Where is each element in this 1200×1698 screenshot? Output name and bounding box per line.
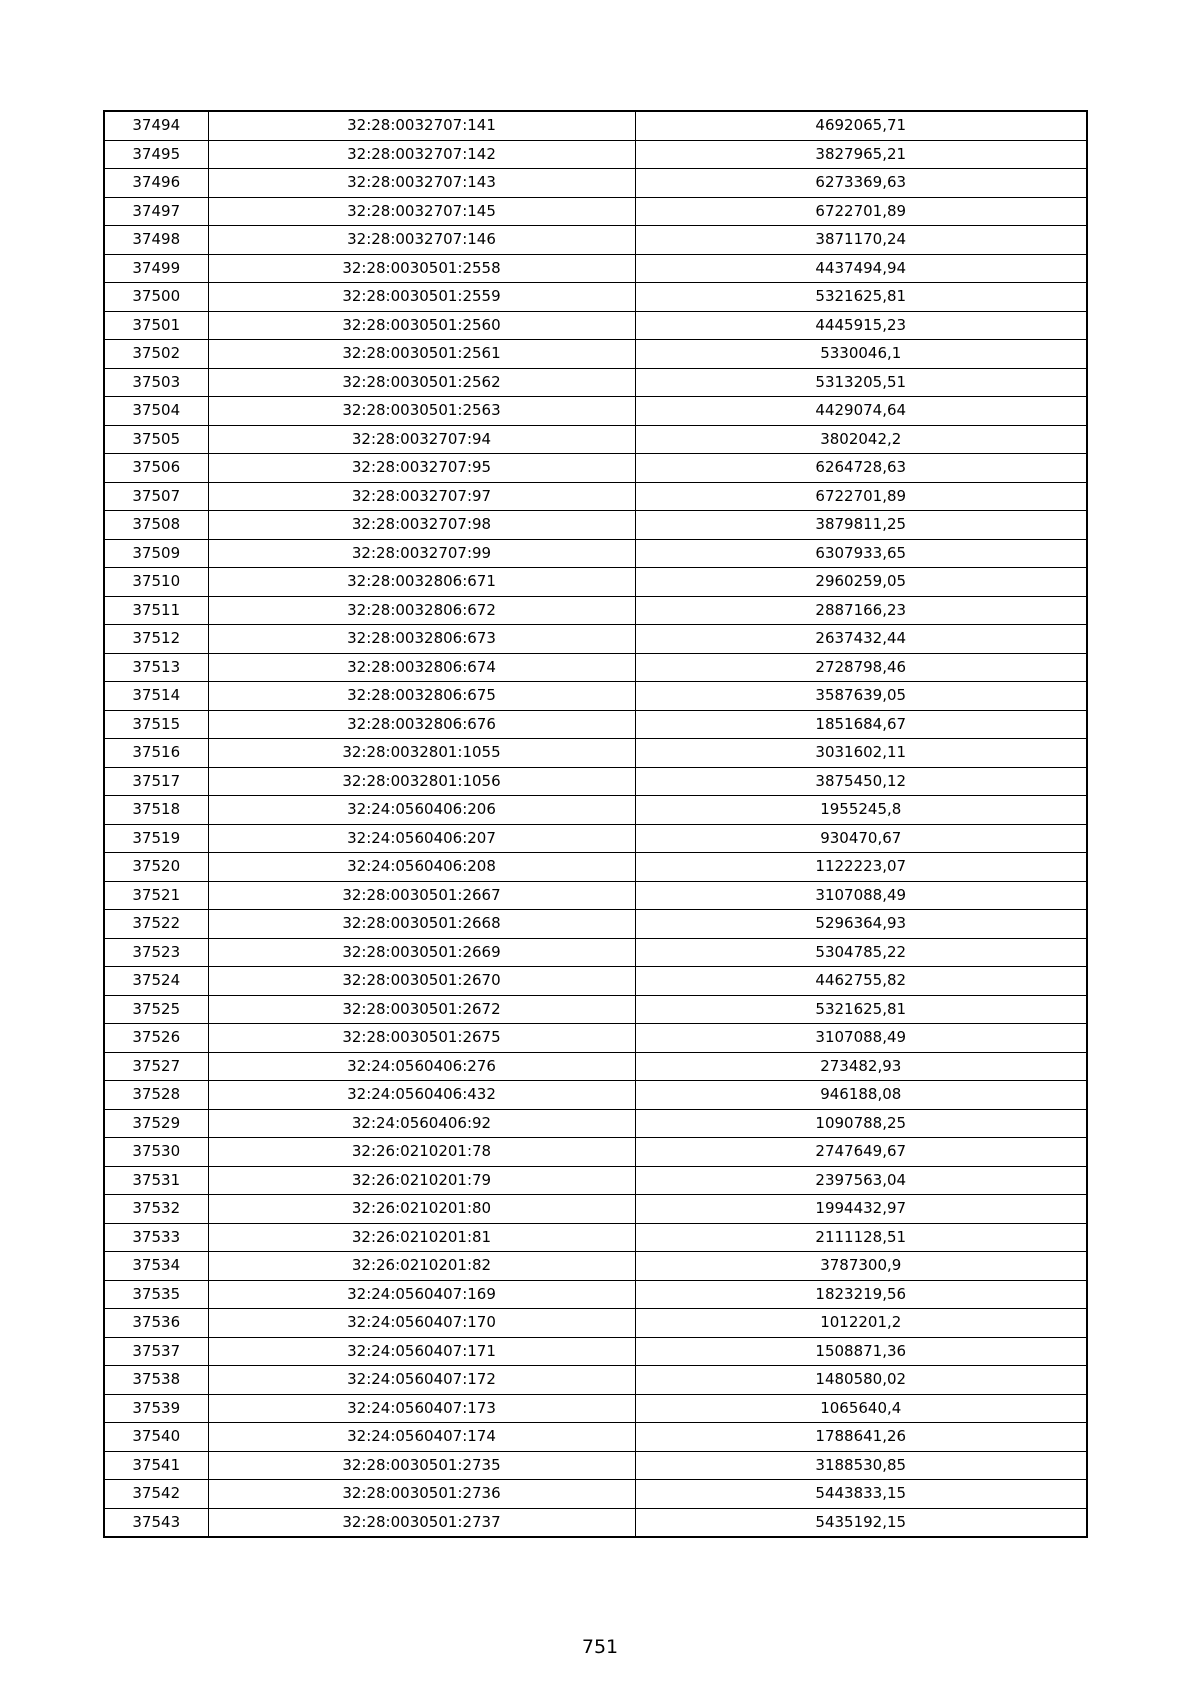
table-row [104,397,1087,426]
row-number-cell: 37531 [104,1166,208,1195]
cadastral-number-cell: 32:28:0032806:673 [208,625,635,654]
value-cell: 2887166,23 [635,596,1087,625]
cadastral-number-cell: 32:28:0032806:671 [208,568,635,597]
table-row [104,1280,1087,1309]
table-row [104,1480,1087,1509]
value-cell: 3879811,25 [635,511,1087,540]
cadastral-number-cell: 32:26:0210201:80 [208,1195,635,1224]
value-cell: 6273369,63 [635,169,1087,198]
value-cell: 6307933,65 [635,539,1087,568]
table-row [104,938,1087,967]
row-number-cell: 37518 [104,796,208,825]
row-number-cell: 37511 [104,596,208,625]
cadastral-number-cell: 32:28:0032806:672 [208,596,635,625]
value-cell: 2637432,44 [635,625,1087,654]
row-number-cell: 37519 [104,824,208,853]
cadastral-number-cell: 32:28:0032707:99 [208,539,635,568]
value-cell: 930470,67 [635,824,1087,853]
table-row [104,1081,1087,1110]
table-row [104,539,1087,568]
value-cell: 5330046,1 [635,340,1087,369]
row-number-cell: 37538 [104,1366,208,1395]
cadastral-number-cell: 32:24:0560406:206 [208,796,635,825]
value-cell: 273482,93 [635,1052,1087,1081]
cadastral-number-cell: 32:28:0032801:1055 [208,739,635,768]
table-row [104,283,1087,312]
row-number-cell: 37526 [104,1024,208,1053]
cadastral-number-cell: 32:26:0210201:82 [208,1252,635,1281]
row-number-cell: 37522 [104,910,208,939]
value-cell: 5313205,51 [635,368,1087,397]
cadastral-number-cell: 32:28:0030501:2561 [208,340,635,369]
row-number-cell: 37506 [104,454,208,483]
table-row [104,710,1087,739]
table-row [104,368,1087,397]
value-cell: 1508871,36 [635,1337,1087,1366]
row-number-cell: 37540 [104,1423,208,1452]
row-number-cell: 37498 [104,226,208,255]
row-number-cell: 37534 [104,1252,208,1281]
row-number-cell: 37521 [104,881,208,910]
cadastral-number-cell: 32:28:0032707:145 [208,197,635,226]
cadastral-number-cell: 32:24:0560406:432 [208,1081,635,1110]
cadastral-number-cell: 32:28:0030501:2735 [208,1451,635,1480]
cadastral-number-cell: 32:24:0560406:208 [208,853,635,882]
cadastral-number-cell: 32:28:0030501:2563 [208,397,635,426]
value-cell: 1823219,56 [635,1280,1087,1309]
value-cell: 3188530,85 [635,1451,1087,1480]
value-cell: 5321625,81 [635,995,1087,1024]
cadastral-number-cell: 32:28:0030501:2736 [208,1480,635,1509]
value-cell: 1090788,25 [635,1109,1087,1138]
table-row [104,482,1087,511]
cadastral-number-cell: 32:28:0030501:2737 [208,1508,635,1537]
cadastral-number-cell: 32:28:0030501:2560 [208,311,635,340]
row-number-cell: 37536 [104,1309,208,1338]
row-number-cell: 37533 [104,1223,208,1252]
table-row [104,568,1087,597]
row-number-cell: 37529 [104,1109,208,1138]
cadastral-number-cell: 32:24:0560407:170 [208,1309,635,1338]
value-cell: 6722701,89 [635,482,1087,511]
page-number: 751 [581,1636,619,1658]
value-cell: 946188,08 [635,1081,1087,1110]
row-number-cell: 37524 [104,967,208,996]
value-cell: 1788641,26 [635,1423,1087,1452]
value-cell: 2728798,46 [635,653,1087,682]
cadastral-number-cell: 32:28:0032801:1056 [208,767,635,796]
row-number-cell: 37542 [104,1480,208,1509]
value-cell: 6722701,89 [635,197,1087,226]
table-row [104,767,1087,796]
table-row [104,1195,1087,1224]
row-number-cell: 37510 [104,568,208,597]
row-number-cell: 37495 [104,140,208,169]
row-number-cell: 37520 [104,853,208,882]
table-row [104,1309,1087,1338]
row-number-cell: 37494 [104,111,208,140]
value-cell: 6264728,63 [635,454,1087,483]
cadastral-number-cell: 32:28:0030501:2668 [208,910,635,939]
cadastral-number-cell: 32:28:0030501:2675 [208,1024,635,1053]
table-row [104,796,1087,825]
value-cell: 4445915,23 [635,311,1087,340]
table-row [104,1394,1087,1423]
value-cell: 3827965,21 [635,140,1087,169]
value-cell: 4437494,94 [635,254,1087,283]
cadastral-number-cell: 32:28:0032806:675 [208,682,635,711]
cadastral-number-cell: 32:24:0560407:171 [208,1337,635,1366]
row-number-cell: 37517 [104,767,208,796]
value-cell: 3787300,9 [635,1252,1087,1281]
value-cell: 3107088,49 [635,881,1087,910]
table-row [104,1451,1087,1480]
table-row [104,511,1087,540]
cadastral-number-cell: 32:28:0030501:2670 [208,967,635,996]
row-number-cell: 37525 [104,995,208,1024]
cadastral-number-cell: 32:28:0032707:142 [208,140,635,169]
value-cell: 5321625,81 [635,283,1087,312]
row-number-cell: 37515 [104,710,208,739]
cadastral-number-cell: 32:26:0210201:79 [208,1166,635,1195]
cadastral-number-cell: 32:28:0032707:143 [208,169,635,198]
cadastral-number-cell: 32:24:0560406:207 [208,824,635,853]
table-row [104,625,1087,654]
row-number-cell: 37527 [104,1052,208,1081]
table-row [104,853,1087,882]
row-number-cell: 37501 [104,311,208,340]
table-row [104,1223,1087,1252]
row-number-cell: 37514 [104,682,208,711]
table-row [104,1138,1087,1167]
cadastral-number-cell: 32:24:0560406:276 [208,1052,635,1081]
cadastral-number-cell: 32:28:0030501:2672 [208,995,635,1024]
value-cell: 3031602,11 [635,739,1087,768]
value-cell: 3802042,2 [635,425,1087,454]
row-number-cell: 37535 [104,1280,208,1309]
table-row [104,1337,1087,1366]
table-row [104,1109,1087,1138]
value-cell: 2960259,05 [635,568,1087,597]
cadastral-number-cell: 32:28:0032806:674 [208,653,635,682]
value-cell: 3871170,24 [635,226,1087,255]
table-row [104,682,1087,711]
table-row [104,653,1087,682]
row-number-cell: 37512 [104,625,208,654]
value-cell: 5443833,15 [635,1480,1087,1509]
cadastral-number-cell: 32:24:0560407:174 [208,1423,635,1452]
value-cell: 3107088,49 [635,1024,1087,1053]
value-cell: 4692065,71 [635,111,1087,140]
table-row [104,1052,1087,1081]
value-cell: 1122223,07 [635,853,1087,882]
value-cell: 3587639,05 [635,682,1087,711]
row-number-cell: 37530 [104,1138,208,1167]
table-row [104,340,1087,369]
table-body [104,111,1087,1537]
table-row [104,967,1087,996]
cadastral-number-cell: 32:28:0032707:94 [208,425,635,454]
row-number-cell: 37507 [104,482,208,511]
row-number-cell: 37543 [104,1508,208,1537]
table-row [104,910,1087,939]
table-row [104,739,1087,768]
row-number-cell: 37541 [104,1451,208,1480]
table-row [104,226,1087,255]
value-cell: 1994432,97 [635,1195,1087,1224]
table-row [104,1166,1087,1195]
table-row [104,311,1087,340]
cadastral-number-cell: 32:24:0560407:172 [208,1366,635,1395]
table-row [104,824,1087,853]
value-cell: 5304785,22 [635,938,1087,967]
table-row [104,254,1087,283]
row-number-cell: 37500 [104,283,208,312]
cadastral-number-cell: 32:24:0560407:169 [208,1280,635,1309]
row-number-cell: 37516 [104,739,208,768]
row-number-cell: 37502 [104,340,208,369]
cadastral-number-cell: 32:28:0032707:97 [208,482,635,511]
row-number-cell: 37509 [104,539,208,568]
cadastral-number-cell: 32:28:0030501:2558 [208,254,635,283]
row-number-cell: 37496 [104,169,208,198]
value-cell: 2397563,04 [635,1166,1087,1195]
row-number-cell: 37503 [104,368,208,397]
cadastral-number-cell: 32:28:0032707:98 [208,511,635,540]
cadastral-number-cell: 32:26:0210201:81 [208,1223,635,1252]
row-number-cell: 37532 [104,1195,208,1224]
row-number-cell: 37499 [104,254,208,283]
cadastral-number-cell: 32:28:0032707:146 [208,226,635,255]
value-cell: 1955245,8 [635,796,1087,825]
row-number-cell: 37508 [104,511,208,540]
table-row [104,995,1087,1024]
value-cell: 2747649,67 [635,1138,1087,1167]
table-row [104,425,1087,454]
cadastral-number-cell: 32:28:0030501:2667 [208,881,635,910]
value-cell: 5435192,15 [635,1508,1087,1537]
cadastral-number-cell: 32:28:0032707:95 [208,454,635,483]
table-row [104,454,1087,483]
row-number-cell: 37528 [104,1081,208,1110]
value-cell: 1851684,67 [635,710,1087,739]
value-cell: 1065640,4 [635,1394,1087,1423]
row-number-cell: 37539 [104,1394,208,1423]
table-row [104,197,1087,226]
cadastral-table [103,110,1088,1538]
cadastral-number-cell: 32:28:0030501:2562 [208,368,635,397]
table-row [104,1252,1087,1281]
table-row [104,140,1087,169]
value-cell: 5296364,93 [635,910,1087,939]
value-cell: 4462755,82 [635,967,1087,996]
table-row [104,1366,1087,1395]
row-number-cell: 37497 [104,197,208,226]
table-row [104,1423,1087,1452]
row-number-cell: 37513 [104,653,208,682]
value-cell: 1480580,02 [635,1366,1087,1395]
row-number-cell: 37523 [104,938,208,967]
row-number-cell: 37504 [104,397,208,426]
cadastral-number-cell: 32:28:0030501:2559 [208,283,635,312]
cadastral-number-cell: 32:26:0210201:78 [208,1138,635,1167]
cadastral-number-cell: 32:28:0030501:2669 [208,938,635,967]
table-row [104,1024,1087,1053]
row-number-cell: 37505 [104,425,208,454]
value-cell: 1012201,2 [635,1309,1087,1338]
cadastral-number-cell: 32:24:0560407:173 [208,1394,635,1423]
table-row [104,169,1087,198]
value-cell: 3875450,12 [635,767,1087,796]
table-row [104,596,1087,625]
cadastral-number-cell: 32:28:0032707:141 [208,111,635,140]
table-row [104,1508,1087,1537]
cadastral-number-cell: 32:24:0560406:92 [208,1109,635,1138]
value-cell: 4429074,64 [635,397,1087,426]
value-cell: 2111128,51 [635,1223,1087,1252]
table-row [104,881,1087,910]
cadastral-number-cell: 32:28:0032806:676 [208,710,635,739]
table-row [104,111,1087,140]
row-number-cell: 37537 [104,1337,208,1366]
